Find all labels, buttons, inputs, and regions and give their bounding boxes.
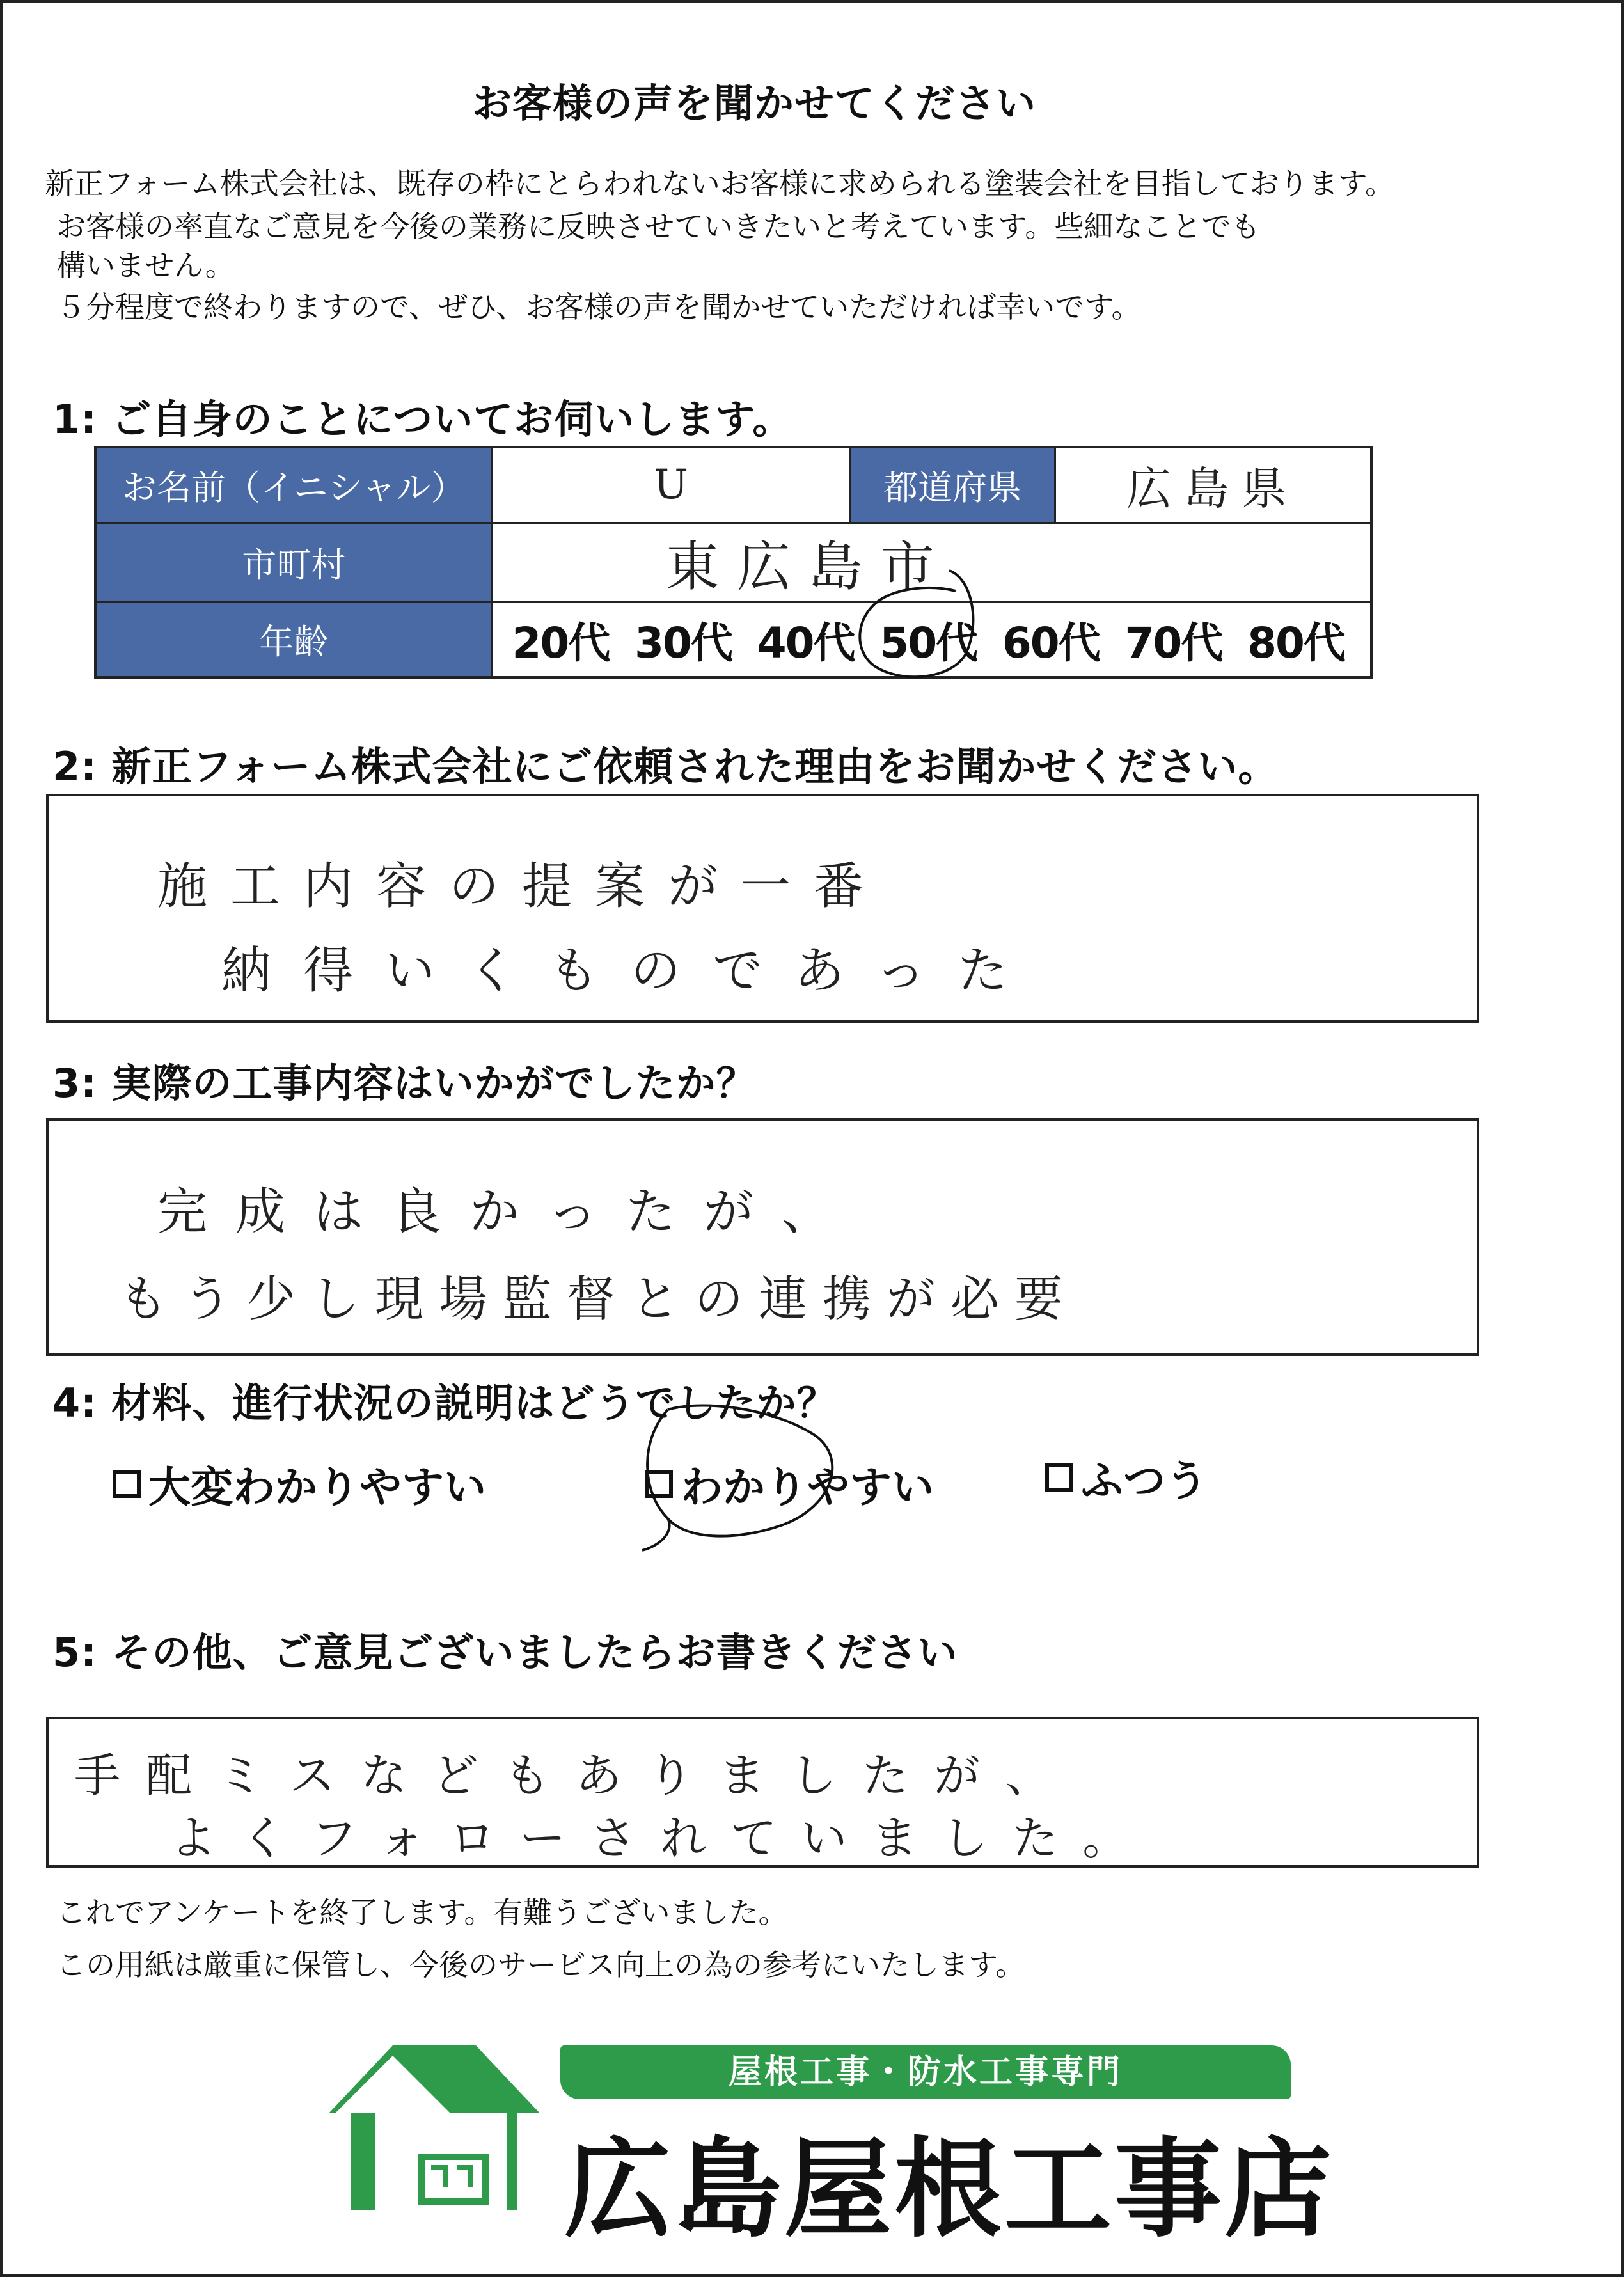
option-very-clear-label: 大変わかりやすい [148, 1463, 486, 1512]
city-label: 市町村 [95, 523, 492, 602]
q3-answer-box[interactable] [46, 1118, 1479, 1356]
prefecture-field[interactable] [1055, 447, 1371, 523]
q3-heading: 3: 実際の工事内容はいかがでしたか？ [52, 1060, 757, 1107]
prefecture-label: 都道府県 [850, 447, 1055, 523]
age-option-60[interactable]: 60代 [1002, 618, 1100, 668]
q2-answer-line-2: 納得いくものであった [221, 942, 1040, 1000]
option-clear-label: わかりやすい [681, 1463, 934, 1512]
q3-answer-line-2: もう少し現場監督との連携が必要 [119, 1270, 1078, 1327]
q5-answer-line-2: よくフォローされていました。 [170, 1811, 1153, 1865]
name-value: U [654, 461, 688, 509]
option-normal-label: ふつう [1081, 1456, 1208, 1506]
q1-heading: 1: ご自身のことについてお伺いします。 [52, 396, 793, 443]
name-field[interactable] [492, 447, 850, 523]
intro-line-3: 構いません。 [56, 248, 235, 283]
name-label: お名前（イニシャル） [95, 447, 492, 523]
q5-answer-line-1: 手配ミスなどもありましたが、 [74, 1749, 1078, 1802]
intro-line-2: お客様の率直なご意見を今後の業務に反映させていきたいと考えています。些細なことでも [56, 209, 1261, 244]
house-logo-icon [322, 2042, 546, 2214]
q5-answer-box[interactable] [46, 1717, 1479, 1868]
q4-heading: 4: 材料、進行状況の説明はどうでしたか？ [52, 1380, 837, 1426]
prefecture-value: 広島県 [1126, 462, 1300, 515]
age-selection-circle [853, 565, 988, 687]
age-option-20[interactable]: 20代 [512, 618, 610, 668]
logo-company-name: 広島屋根工事店 [564, 2127, 1334, 2252]
q2-answer-box[interactable] [46, 794, 1479, 1023]
checkbox-icon[interactable] [113, 1470, 141, 1498]
intro-line-4: ５分程度で終わりますので、ぜひ、お客様の声を聞かせていただければ幸いです。 [56, 290, 1141, 324]
age-option-30[interactable]: 30代 [635, 618, 732, 668]
age-option-40[interactable]: 40代 [757, 618, 855, 668]
footer-line-1: これでアンケートを終了します。有難うございました。 [56, 1895, 788, 1930]
logo-tagline: 屋根工事・防水工事専門 [560, 2045, 1291, 2099]
footer-line-2: この用紙は厳重に保管し、今後のサービス向上の為の参考にいたします。 [56, 1948, 1025, 1982]
age-option-80[interactable]: 80代 [1247, 618, 1344, 668]
q3-answer-line-1: 完成は良かったが、 [157, 1183, 860, 1241]
age-label: 年齢 [95, 602, 492, 677]
checkbox-icon[interactable] [1045, 1463, 1073, 1492]
option-selection-circle [629, 1397, 853, 1557]
intro-line-1: 新正フォーム株式会社は、既存の枠にとらわれないお客様に求められる塗装会社を目指しております。 [45, 166, 1395, 201]
option-normal[interactable] [1045, 1447, 1208, 1508]
q2-answer-line-1: 施工内容の提案が一番 [157, 858, 887, 915]
page-title: お客様の声を聞かせてください [471, 80, 1036, 127]
personal-info-table [94, 446, 1373, 679]
q2-heading: 2: 新正フォーム株式会社にご依頼された理由をお聞かせください。 [52, 743, 1279, 790]
q5-heading: 5: その他、ご意見ございましたらお書きください [52, 1629, 958, 1676]
age-option-50[interactable]: 50代 [879, 618, 977, 668]
city-value: 東広島市 [665, 535, 952, 598]
option-very-clear[interactable] [113, 1453, 486, 1514]
age-option-70[interactable]: 70代 [1124, 618, 1222, 668]
